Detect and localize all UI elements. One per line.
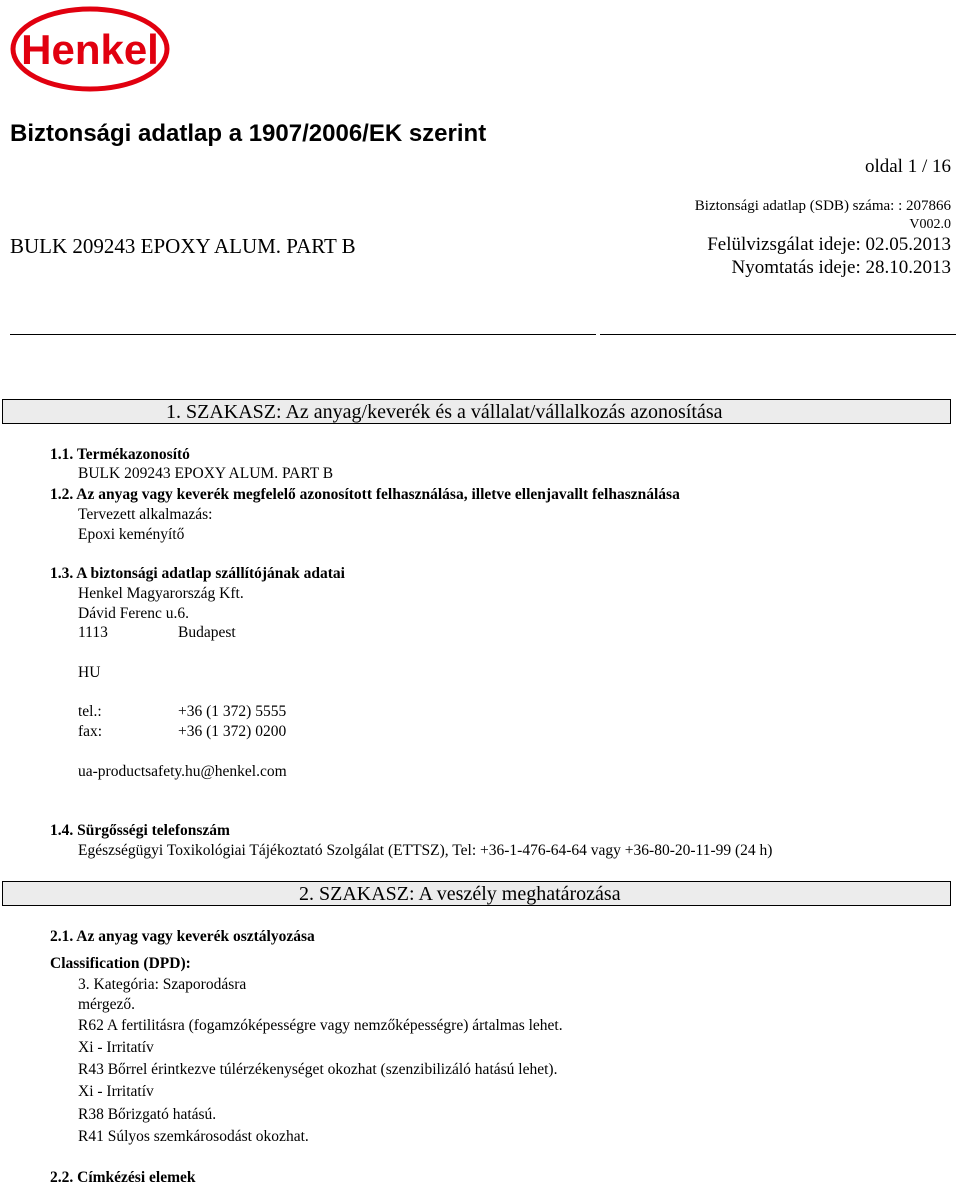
henkel-logo bbox=[10, 6, 170, 92]
page-number: oldal 1 / 16 bbox=[864, 156, 951, 177]
logo-text: Henkel bbox=[21, 26, 159, 73]
classification-line: Xi - Irritatív bbox=[78, 1039, 154, 1056]
header-divider-right bbox=[600, 334, 956, 335]
classification-line: Xi - Irritatív bbox=[78, 1083, 154, 1100]
header-divider-left bbox=[10, 334, 596, 335]
version: V002.0 bbox=[909, 217, 951, 232]
subsection-1-3-heading: 1.3. A biztonsági adatlap szállítójának adatai bbox=[50, 565, 345, 582]
section-1-title: 1. SZAKASZ: Az anyag/keverék és a vállalat/vállalkozás azonosítása bbox=[166, 401, 723, 423]
classification-line: R38 Bőrizgató hatású. bbox=[78, 1106, 217, 1123]
classification-line: R41 Súlyos szemkárosodást okozhat. bbox=[78, 1128, 309, 1145]
classification-line: R62 A fertilitásra (fogamzóképességre vagy nemzőképességre) ártalmas lehet. bbox=[78, 1017, 563, 1034]
intended-use-label: Tervezett alkalmazás: bbox=[78, 506, 213, 523]
fax-value: +36 (1 372) 0200 bbox=[178, 723, 287, 740]
print-date: Nyomtatás ideje: 28.10.2013 bbox=[731, 257, 951, 278]
subsection-1-1-heading: 1.1. Termékazonosító bbox=[50, 446, 190, 463]
classification-line: mérgező. bbox=[78, 996, 135, 1013]
section-2-title: 2. SZAKASZ: A veszély meghatározása bbox=[299, 883, 621, 905]
classification-line: 3. Kategória: Szaporodásra bbox=[78, 976, 247, 993]
classification-line: R43 Bőrrel érintkezve túlérzékenységet okozhat (szenzibilizáló hatású lehet). bbox=[78, 1061, 558, 1078]
sds-number: Biztonsági adatlap (SDB) száma: : 207866 bbox=[694, 198, 951, 214]
subsection-1-2-heading: 1.2. Az anyag vagy keverék megfelelő azonosított felhasználása, illetve ellenjavallt felhasználása bbox=[50, 486, 680, 503]
revision-date: Felülvizsgálat ideje: 02.05.2013 bbox=[707, 234, 951, 255]
fax-label: fax: bbox=[78, 723, 103, 740]
supplier-street: Dávid Ferenc u.6. bbox=[78, 605, 190, 622]
document-title: Biztonsági adatlap a 1907/2006/EK szerint bbox=[10, 120, 487, 147]
supplier-company: Henkel Magyarország Kft. bbox=[78, 585, 244, 602]
supplier-city: Budapest bbox=[178, 624, 236, 641]
tel-value: +36 (1 372) 5555 bbox=[178, 703, 287, 720]
intended-use-value: Epoxi keményítő bbox=[78, 526, 185, 543]
supplier-email[interactable]: ua-productsafety.hu@henkel.com bbox=[78, 763, 287, 780]
section-2-header bbox=[2, 881, 951, 906]
subsection-1-4-heading: 1.4. Sürgősségi telefonszám bbox=[50, 822, 230, 839]
subsection-2-2-heading: 2.2. Címkézési elemek bbox=[50, 1169, 196, 1186]
subsection-2-1-heading: 2.1. Az anyag vagy keverék osztályozása bbox=[50, 928, 315, 945]
classification-heading: Classification (DPD): bbox=[50, 955, 191, 972]
supplier-country: HU bbox=[78, 664, 101, 681]
product-name-header: BULK 209243 EPOXY ALUM. PART B bbox=[10, 234, 356, 258]
product-identifier: BULK 209243 EPOXY ALUM. PART B bbox=[78, 465, 334, 482]
section-1-header bbox=[2, 399, 951, 424]
supplier-zip: 1113 bbox=[78, 624, 108, 641]
tel-label: tel.: bbox=[78, 703, 102, 720]
emergency-phone-text: Egészségügyi Toxikológiai Tájékoztató Szolgálat (ETTSZ), Tel: +36-1-476-64-64 vagy +36-80-20-11-99 (24 h) bbox=[78, 842, 773, 859]
